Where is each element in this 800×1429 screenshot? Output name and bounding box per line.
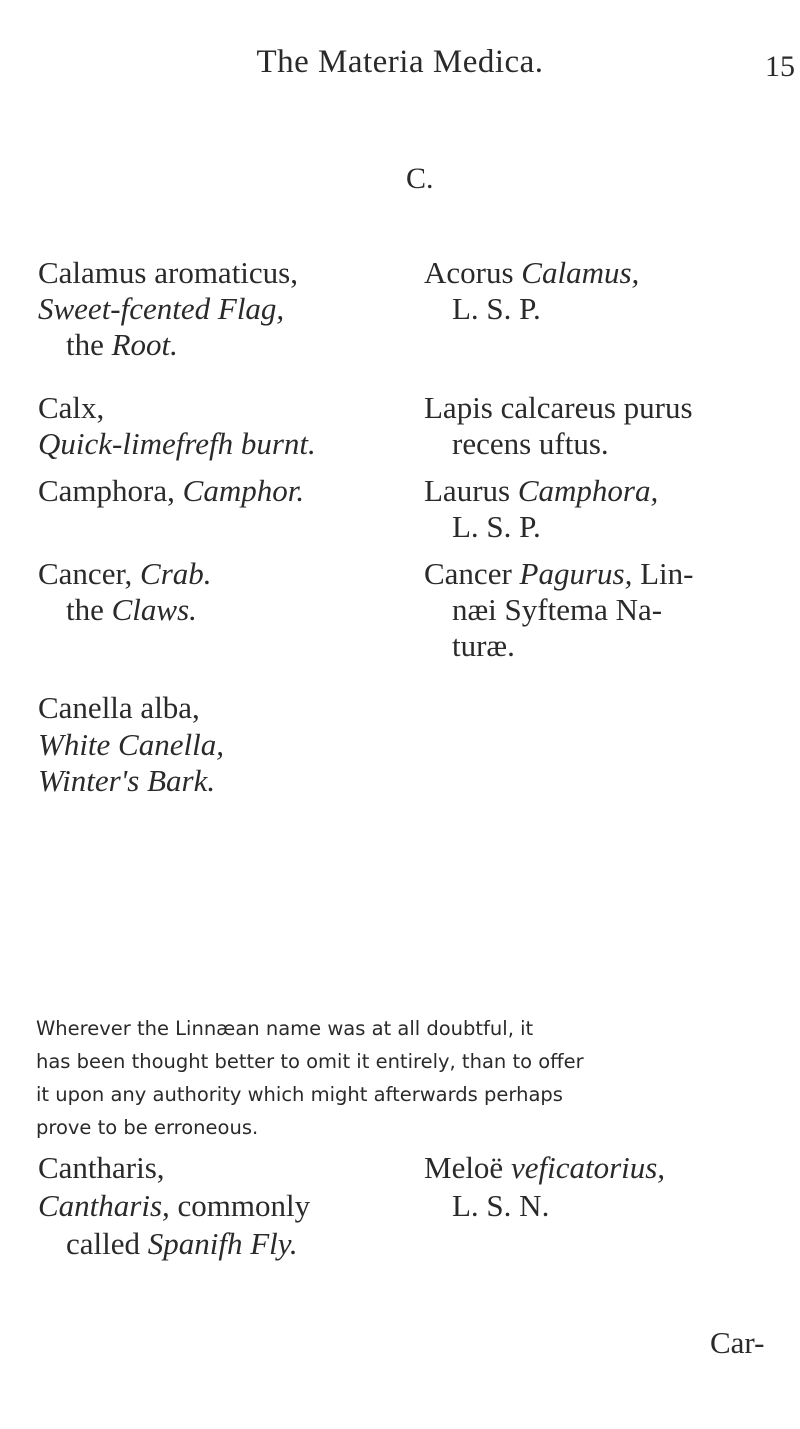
entry-calamus-part: the Root. bbox=[66, 327, 178, 362]
entry-canella-name: Canella alba, bbox=[38, 690, 200, 725]
entry-calx-name: Calx, bbox=[38, 390, 105, 425]
note-line: prove to be erroneous. bbox=[36, 1116, 259, 1139]
entry-cantharis-linnaean: Meloë veficatorius, bbox=[424, 1150, 666, 1185]
entry-cantharis-name: Cantharis, bbox=[38, 1150, 165, 1185]
entry-calamus-authority: L. S. P. bbox=[452, 291, 541, 326]
entry-calx-english: Quick-limefrefh burnt. bbox=[38, 426, 316, 461]
page-number: 15 bbox=[765, 50, 795, 83]
editorial-note bbox=[36, 1012, 766, 1144]
entry-canella-english-alt: Winter's Bark. bbox=[38, 763, 216, 798]
entry-calx-linnaean-cont: recens uftus. bbox=[452, 426, 609, 461]
entry-cancer-part: the Claws. bbox=[66, 592, 197, 627]
page-title: The Materia Medica. bbox=[256, 44, 544, 80]
note-line: Wherever the Linnæan name was at all doubtful, it bbox=[36, 1017, 534, 1040]
section-letter: C. bbox=[406, 162, 434, 195]
entry-cantharis-english-cont: called Spanifh Fly. bbox=[66, 1226, 298, 1261]
entry-calx-linnaean: Lapis calcareus purus bbox=[424, 390, 693, 425]
entry-calamus-english: Sweet-fcented Flag, bbox=[38, 291, 285, 326]
entry-cantharis-authority: L. S. N. bbox=[452, 1188, 550, 1223]
entry-cancer-linnaean: Cancer Pagurus, Lin- bbox=[424, 556, 694, 591]
entry-calamus-linnaean: Acorus Calamus, bbox=[424, 255, 640, 290]
entry-cantharis-english: Cantharis, commonly bbox=[38, 1188, 311, 1223]
entry-calamus-name: Calamus aromaticus, bbox=[38, 255, 298, 290]
note-line: it upon any authority which might afterwards perhaps bbox=[36, 1083, 563, 1106]
note-line: has been thought better to omit it entirely, than to offer bbox=[36, 1050, 584, 1073]
entry-camphora-authority: L. S. P. bbox=[452, 509, 541, 544]
entry-cancer-linnaean-end: turæ. bbox=[452, 628, 515, 663]
running-header bbox=[0, 44, 800, 81]
entry-cancer-name: Cancer, Crab. bbox=[38, 556, 212, 591]
entry-camphora-name: Camphora, Camphor. bbox=[38, 473, 305, 508]
entry-cancer-linnaean-cont: næi Syftema Na- bbox=[452, 592, 663, 627]
entry-camphora-linnaean: Laurus Camphora, bbox=[424, 473, 659, 508]
entry-canella-english: White Canella, bbox=[38, 727, 224, 762]
catchword: Car- bbox=[710, 1325, 765, 1360]
